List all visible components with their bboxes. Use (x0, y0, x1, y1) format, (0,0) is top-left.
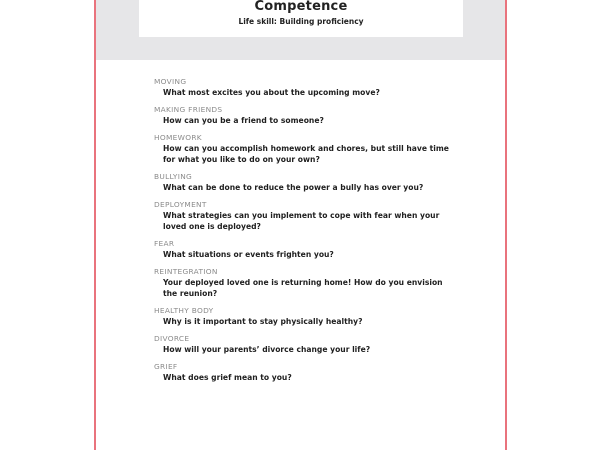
topic-item-reintegration (154, 266, 454, 299)
topic-label: GRIEF (154, 362, 178, 371)
topic-question: What strategies can you implement to cope with fear when your loved one is deployed? (163, 211, 440, 231)
topic-item-deployment (154, 199, 454, 232)
topic-label: DEPLOYMENT (154, 200, 207, 209)
topic-item-divorce (154, 333, 454, 355)
topic-item-fear (154, 238, 454, 260)
topic-question: What most excites you about the upcoming move? (163, 88, 380, 97)
document-page (94, 0, 507, 450)
page-title: Competence (254, 0, 348, 14)
topic-label: REINTEGRATION (154, 267, 218, 276)
topic-question: Why is it important to stay physically healthy? (163, 317, 363, 326)
topic-question: How can you accomplish homework and chores, but still have time for what you like to do on your own? (163, 144, 449, 164)
topic-item-healthy-body (154, 305, 454, 327)
topic-label: MAKING FRIENDS (154, 105, 223, 114)
header-band (96, 0, 505, 60)
topic-label: FEAR (154, 239, 175, 248)
topic-question: What does grief mean to you? (163, 373, 292, 382)
topic-item-homework (154, 132, 454, 165)
topic-item-bullying (154, 171, 454, 193)
topic-label: BULLYING (154, 172, 193, 181)
topic-label: HOMEWORK (154, 133, 202, 142)
topic-question: How will your parents’ divorce change your life? (163, 345, 371, 354)
topic-item-grief (154, 361, 454, 383)
topic-item-moving (154, 76, 454, 98)
page-subtitle: Life skill: Building proficiency (238, 17, 364, 26)
topic-item-making-friends (154, 104, 454, 126)
topic-question: How can you be a friend to someone? (163, 116, 324, 125)
topic-label: MOVING (154, 77, 187, 86)
topic-question: What situations or events frighten you? (163, 250, 334, 259)
topic-question: Your deployed loved one is returning home! How do you envision the reunion? (163, 278, 443, 298)
topic-question: What can be done to reduce the power a bully has over you? (163, 183, 424, 192)
topic-label: DIVORCE (154, 334, 190, 343)
topic-list (154, 76, 454, 389)
title-card (139, 0, 463, 37)
topic-label: HEALTHY BODY (154, 306, 214, 315)
